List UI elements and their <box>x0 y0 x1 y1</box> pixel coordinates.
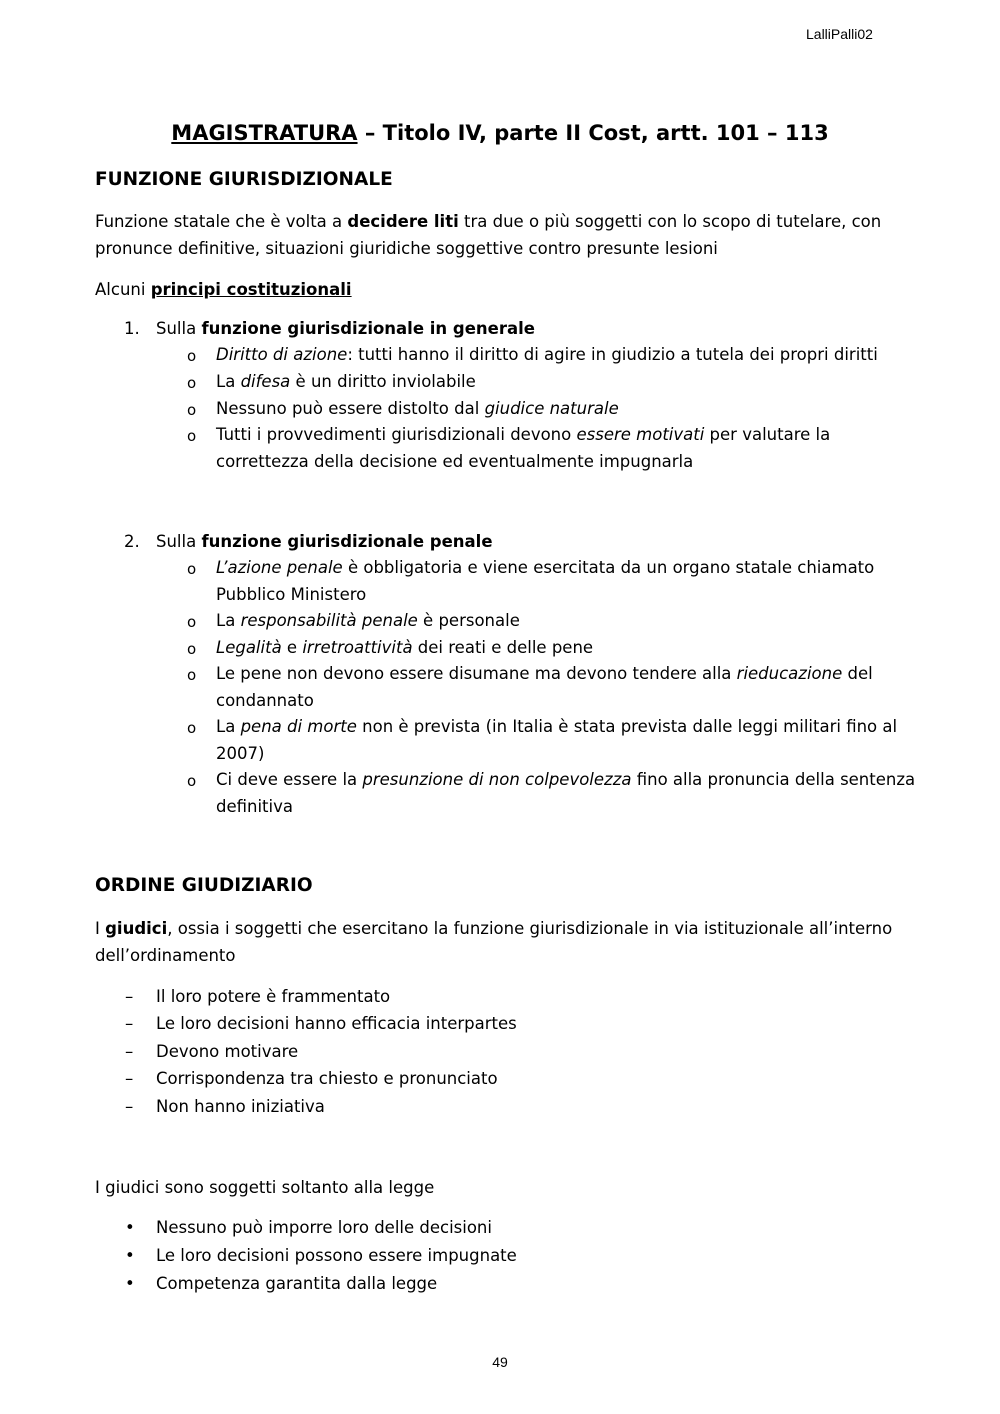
circle-bullet: o <box>187 719 197 737</box>
italic-run: difesa <box>240 372 291 391</box>
italic-run: L’azione penale <box>216 558 343 577</box>
text-run: Nessuno può essere distolto dal <box>216 399 485 418</box>
list-item <box>216 369 476 395</box>
dash-list-item: Corrispondenza tra chiesto e pronunciato <box>156 1069 498 1088</box>
text-run: La <box>216 372 241 391</box>
text-run: non è prevista (in Italia è stata prevista dalle leggi militari fino al <box>356 717 898 736</box>
italic-run: giudice naturale <box>484 399 619 418</box>
text-run: è un diritto inviolabile <box>290 372 476 391</box>
italic-run: Legalità <box>216 638 282 657</box>
text-run: Le pene non devono essere disumane ma devono tendere alla <box>216 664 737 683</box>
dash-list-item: Il loro potere è frammentato <box>156 987 391 1006</box>
list-item <box>216 555 874 581</box>
text-run: La <box>216 611 241 630</box>
section-heading-ordine: ORDINE GIUDIZIARIO <box>95 875 313 896</box>
list-number: 2. <box>124 532 140 551</box>
italic-run: pena di morte <box>240 717 357 736</box>
text-run: è personale <box>417 611 520 630</box>
text-run: Sulla <box>156 319 202 338</box>
text-run: : tutti hanno il diritto di agire in giudizio a tutela dei propri diritti <box>347 345 878 364</box>
list2-label <box>156 529 493 555</box>
list-item-continuation: definitiva <box>216 797 293 816</box>
bullet: • <box>125 1274 135 1293</box>
bullet-list-item: Le loro decisioni possono essere impugnate <box>156 1246 517 1265</box>
list-item <box>216 608 520 634</box>
list-item <box>216 635 593 661</box>
page-title <box>0 121 1000 145</box>
italic-run: rieducazione <box>736 664 843 683</box>
list-item-continuation: 2007) <box>216 744 265 763</box>
list-item-continuation: correttezza della decisione ed eventualmente impugnarla <box>216 452 694 471</box>
ordine-intro-line1 <box>95 916 892 942</box>
bold-run: funzione giurisdizionale penale <box>201 532 493 551</box>
circle-bullet: o <box>187 772 197 790</box>
dash-list-item: Non hanno iniziativa <box>156 1097 325 1116</box>
bold-underline-run: principi costituzionali <box>150 280 352 299</box>
text-run: Sulla <box>156 532 202 551</box>
title-main: MAGISTRATURA <box>171 121 358 145</box>
circle-bullet: o <box>187 401 197 419</box>
text-run: è obbligatoria e viene esercitata da un organo statale chiamato <box>342 558 875 577</box>
italic-run: presunzione di non colpevolezza <box>362 770 632 789</box>
legge-paragraph: I giudici sono soggetti soltanto alla legge <box>95 1178 435 1197</box>
text-run: Funzione statale che è volta a <box>95 212 348 231</box>
text-run: fino alla pronuncia della sentenza <box>631 770 916 789</box>
text-run: tra due o più soggetti con lo scopo di tutelare, con <box>458 212 882 231</box>
circle-bullet: o <box>187 347 197 365</box>
list-item <box>216 661 873 687</box>
dash-list-item: Le loro decisioni hanno efficacia interpartes <box>156 1014 517 1033</box>
dash-bullet: – <box>125 1042 134 1061</box>
text-run: per valutare la <box>704 425 831 444</box>
page-number: 49 <box>492 1354 508 1370</box>
list-item <box>216 342 878 368</box>
circle-bullet: o <box>187 560 197 578</box>
list-item-continuation: condannato <box>216 691 314 710</box>
list-item <box>216 767 915 793</box>
circle-bullet: o <box>187 640 197 658</box>
circle-bullet: o <box>187 374 197 392</box>
text-run: I <box>95 919 106 938</box>
list-item <box>216 714 897 740</box>
italic-run: Diritto di azione <box>216 345 348 364</box>
bold-run: giudici <box>105 919 168 938</box>
bold-run: decidere liti <box>347 212 459 231</box>
text-run: dei reati e delle pene <box>412 638 594 657</box>
list-number: 1. <box>124 319 140 338</box>
title-rest: – Titolo IV, parte II Cost, artt. 101 – 113 <box>357 121 829 145</box>
bullet-list-item: Competenza garantita dalla legge <box>156 1274 438 1293</box>
section-heading-funzione: FUNZIONE GIURISDIZIONALE <box>95 169 393 190</box>
italic-run: responsabilità penale <box>240 611 418 630</box>
text-run: Ci deve essere la <box>216 770 363 789</box>
circle-bullet: o <box>187 666 197 684</box>
bold-run: funzione giurisdizionale in generale <box>201 319 535 338</box>
text-run: del <box>842 664 873 683</box>
dash-bullet: – <box>125 1014 134 1033</box>
intro-paragraph-line2: pronunce definitive, situazioni giuridiche soggettive contro presunte lesioni <box>95 239 718 258</box>
list-item-continuation: Pubblico Ministero <box>216 585 367 604</box>
intro-paragraph-line1 <box>95 209 881 235</box>
dash-list-item: Devono motivare <box>156 1042 299 1061</box>
header-author: LalliPalli02 <box>806 26 873 42</box>
text-run: La <box>216 717 241 736</box>
principi-label <box>95 277 352 303</box>
italic-run: essere motivati <box>576 425 705 444</box>
bullet: • <box>125 1218 135 1237</box>
circle-bullet: o <box>187 613 197 631</box>
list-item <box>216 396 619 422</box>
ordine-intro-line2: dell’ordinamento <box>95 946 236 965</box>
dash-bullet: – <box>125 1097 134 1116</box>
italic-run: irretroattività <box>302 638 413 657</box>
list-item <box>216 422 830 448</box>
circle-bullet: o <box>187 427 197 445</box>
text-run: , ossia i soggetti che esercitano la funzione giurisdizionale in via istituzionale all’interno <box>167 919 893 938</box>
text-run: Alcuni <box>95 280 151 299</box>
list1-label <box>156 316 535 342</box>
bullet: • <box>125 1246 135 1265</box>
dash-bullet: – <box>125 1069 134 1088</box>
text-run: e <box>281 638 303 657</box>
dash-bullet: – <box>125 987 134 1006</box>
bullet-list-item: Nessuno può imporre loro delle decisioni <box>156 1218 492 1237</box>
text-run: Tutti i provvedimenti giurisdizionali devono <box>216 425 577 444</box>
